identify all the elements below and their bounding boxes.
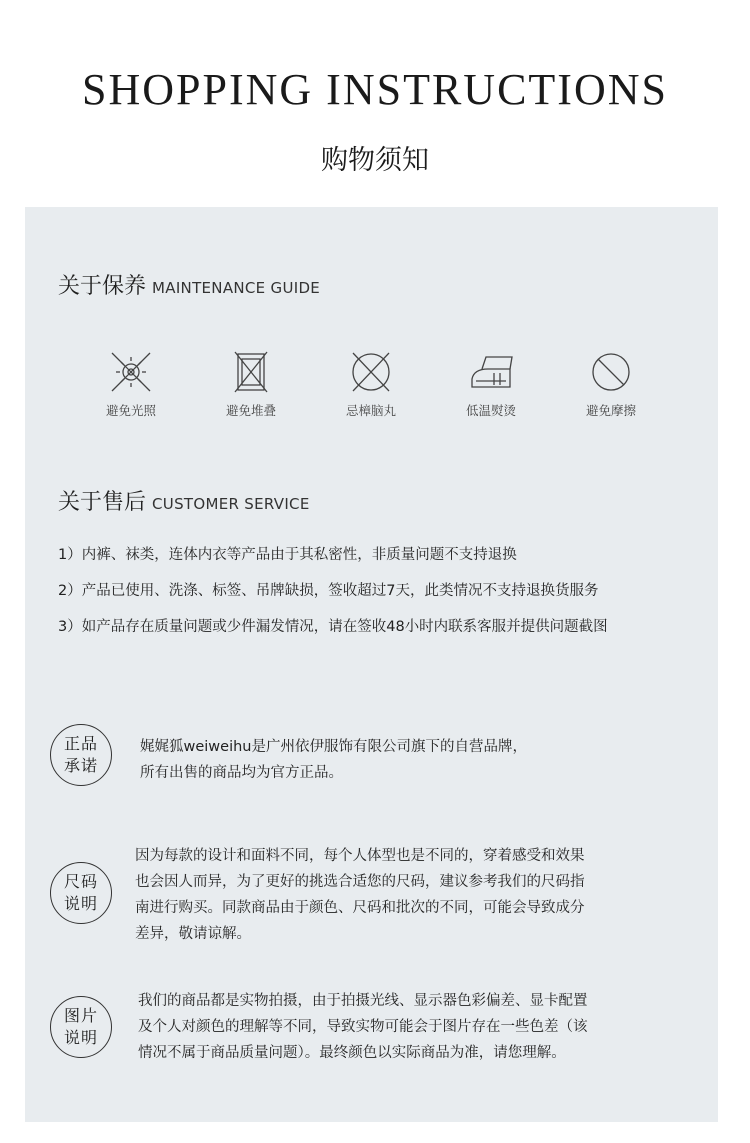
no-stacking-icon <box>226 349 276 395</box>
avoid-friction-icon <box>586 349 636 395</box>
size-badge <box>50 862 112 924</box>
care-icons <box>73 349 693 429</box>
authenticity-line: 娓娓狐weiweihu是广州依伊服饰有限公司旗下的自营品牌， <box>140 739 527 755</box>
size-line: 因为每款的设计和面料不同，每个人体型也是不同的，穿着感受和效果 <box>135 848 585 864</box>
service-item: 1）内裤、袜类，连体内衣等产品由于其私密性，非质量问题不支持退换 <box>58 547 517 563</box>
service-item: 2）产品已使用、洗涤、标签、吊牌缺损，签收超过7天，此类情况不支持退换货服务 <box>58 583 599 599</box>
care-label-mothballs: 忌樟脑丸 <box>345 403 396 418</box>
care-item-stacking <box>201 349 301 419</box>
service-title-cn: 关于售后 <box>58 490 147 515</box>
care-item-sunlight <box>81 349 181 419</box>
size-badge-label: 尺码说明 <box>63 872 98 913</box>
page-title-cn: 购物须知 <box>321 145 429 176</box>
photo-badge <box>50 996 112 1058</box>
photo-line: 及个人对颜色的理解等不同，导致实物可能会于图片存在一些色差（该 <box>138 1019 588 1035</box>
instructions-panel <box>25 207 718 1122</box>
size-line: 南进行购买。同款商品由于颜色、尺码和批次的不同，可能会导致成分 <box>135 900 585 916</box>
size-line: 差异，敬请谅解。 <box>135 926 251 942</box>
service-item: 3）如产品存在质量问题或少件漏发情况，请在签收48小时内联系客服并提供问题截图 <box>58 619 608 635</box>
maintenance-title-en: MAINTENANCE GUIDE <box>152 279 321 297</box>
care-label-stacking: 避免堆叠 <box>225 403 276 418</box>
low-temp-iron-icon <box>464 349 518 395</box>
service-list <box>58 543 608 651</box>
care-item-friction <box>561 349 661 419</box>
authenticity-text <box>140 734 527 786</box>
service-title-en: CUSTOMER SERVICE <box>152 495 310 513</box>
photo-badge-label: 图片说明 <box>63 1006 98 1047</box>
photo-line: 我们的商品都是实物拍摄，由于拍摄光线、显示器色彩偏差、显卡配置 <box>138 993 588 1009</box>
care-item-mothballs <box>321 349 421 419</box>
avoid-sunlight-icon <box>106 349 156 395</box>
authenticity-badge <box>50 724 112 786</box>
page-title-en: SHOPPING INSTRUCTIONS <box>82 65 668 114</box>
maintenance-heading <box>58 269 320 300</box>
care-item-iron <box>441 349 541 419</box>
care-label-iron: 低温熨烫 <box>465 403 516 418</box>
maintenance-title-cn: 关于保养 <box>58 274 147 299</box>
authenticity-badge-label: 正品承诺 <box>63 734 98 775</box>
photo-text <box>138 988 588 1066</box>
size-line: 也会因人而异，为了更好的挑选合适您的尺码，建议参考我们的尺码指 <box>135 874 585 890</box>
no-mothballs-icon <box>346 349 396 395</box>
photo-line: 情况不属于商品质量问题）。最终颜色以实际商品为准，请您理解。 <box>138 1045 566 1061</box>
authenticity-line: 所有出售的商品均为官方正品。 <box>140 765 343 781</box>
care-label-sunlight: 避免光照 <box>105 403 156 418</box>
size-text <box>135 843 585 947</box>
service-heading <box>58 485 310 516</box>
care-label-friction: 避免摩擦 <box>585 403 636 418</box>
